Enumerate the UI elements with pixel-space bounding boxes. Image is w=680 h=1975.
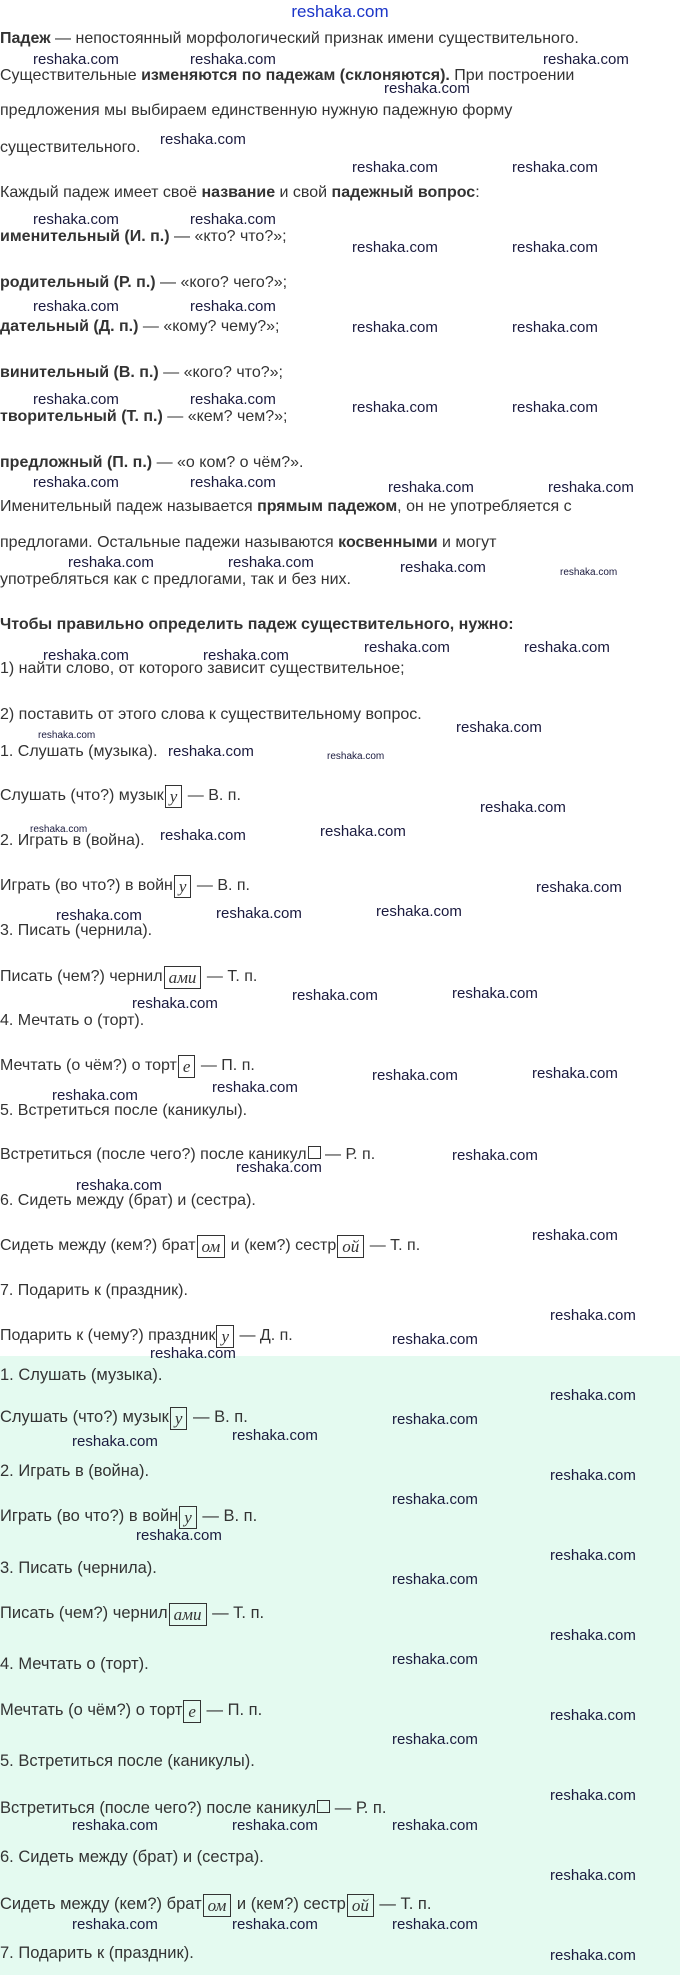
exercise-answer bbox=[0, 785, 241, 808]
watermark: reshaka.com bbox=[33, 391, 119, 408]
answer-case: — Р. п. bbox=[320, 1146, 376, 1163]
ending-box: ом bbox=[197, 1235, 226, 1258]
watermark: reshaka.com bbox=[550, 1467, 636, 1484]
answer-case: — В. п. bbox=[197, 1507, 258, 1525]
case-item bbox=[0, 453, 304, 473]
answer-case: — Т. п. bbox=[374, 1895, 432, 1913]
watermark: reshaka.com bbox=[33, 51, 119, 68]
ending-box: ой bbox=[347, 1894, 374, 1917]
watermark: reshaka.com bbox=[72, 1916, 158, 1933]
watermark: reshaka.com bbox=[532, 1227, 618, 1244]
exercise-task: 6. Сидеть между (брат) и (сестра). bbox=[0, 1848, 264, 1866]
watermark: reshaka.com bbox=[536, 879, 622, 896]
exercise-task: 4. Мечтать о (торт). bbox=[0, 1655, 149, 1673]
case-question: — «кто? что?»; bbox=[169, 228, 287, 245]
watermark: reshaka.com bbox=[38, 730, 96, 741]
answer-text: Мечтать (о чём?) о торт bbox=[0, 1701, 183, 1719]
watermark: reshaka.com bbox=[160, 827, 246, 844]
direct-emphasis: косвенными bbox=[338, 534, 438, 551]
answer-text: Встретиться (после чего?) после каникул bbox=[0, 1146, 307, 1163]
exercise-answer bbox=[0, 1055, 255, 1078]
watermark: reshaka.com bbox=[392, 1571, 478, 1588]
exercise-answer bbox=[0, 875, 250, 898]
exercise-answer bbox=[0, 966, 257, 989]
exercise-task: 3. Писать (чернила). bbox=[0, 1559, 157, 1577]
watermark: reshaka.com bbox=[480, 799, 566, 816]
direct-text: Именительный падеж называется bbox=[0, 498, 258, 515]
site-logo[interactable]: reshaka.com bbox=[291, 2, 389, 21]
answer-text: и (кем?) сестр bbox=[232, 1895, 346, 1913]
watermark: reshaka.com bbox=[160, 131, 246, 148]
answer-text: и (кем?) сестр bbox=[226, 1237, 337, 1254]
watermark: reshaka.com bbox=[320, 823, 406, 840]
case-item bbox=[0, 273, 287, 293]
watermark: reshaka.com bbox=[76, 1177, 162, 1194]
watermark: reshaka.com bbox=[72, 1817, 158, 1834]
case-question: — «кому? чему?»; bbox=[138, 318, 280, 335]
term-padezh: Падеж bbox=[0, 30, 51, 47]
answer-text: Играть (во что?) в войн bbox=[0, 877, 173, 894]
intro-emphasis: изменяются по падежам (склоняются). bbox=[141, 67, 450, 84]
watermark: reshaka.com bbox=[392, 1731, 478, 1748]
exercise-task: 2. Играть в (война). bbox=[0, 832, 145, 849]
empty-ending-box bbox=[317, 1800, 330, 1813]
answer-case: — Т. п. bbox=[207, 1604, 265, 1622]
watermark: reshaka.com bbox=[512, 399, 598, 416]
case-item bbox=[0, 363, 283, 383]
watermark: reshaka.com bbox=[550, 1307, 636, 1324]
exercise-task: 7. Подарить к (праздник). bbox=[0, 1944, 194, 1962]
watermark: reshaka.com bbox=[532, 1065, 618, 1082]
direct-line-2 bbox=[0, 533, 496, 553]
watermark: reshaka.com bbox=[550, 1947, 636, 1964]
exercise-task: 5. Встретиться после (каникулы). bbox=[0, 1752, 255, 1770]
case-name: творительный (Т. п.) bbox=[0, 408, 163, 425]
watermark: reshaka.com bbox=[512, 239, 598, 256]
exercise-answer bbox=[0, 1798, 386, 1818]
watermark: reshaka.com bbox=[43, 647, 129, 664]
intro-line-2 bbox=[0, 66, 574, 86]
exercise-answer bbox=[0, 1700, 262, 1723]
intro-text: Существительные bbox=[0, 67, 142, 84]
watermark: reshaka.com bbox=[203, 647, 289, 664]
case-item bbox=[0, 407, 288, 427]
watermark: reshaka.com bbox=[452, 1147, 538, 1164]
watermark: reshaka.com bbox=[392, 1331, 478, 1348]
answer-text: Встретиться (после чего?) после каникул bbox=[0, 1799, 317, 1817]
watermark: reshaka.com bbox=[550, 1547, 636, 1564]
intro-emphasis: падежный вопрос bbox=[331, 184, 476, 201]
ending-box: е bbox=[178, 1055, 196, 1078]
answer-case: — П. п. bbox=[196, 1057, 255, 1074]
watermark: reshaka.com bbox=[456, 719, 542, 736]
watermark: reshaka.com bbox=[392, 1817, 478, 1834]
watermark: reshaka.com bbox=[550, 1867, 636, 1884]
case-question: — «кого? чего?»; bbox=[155, 274, 288, 291]
definition-text: — непостоянный морфологический признак имени существительного. bbox=[50, 30, 579, 47]
watermark: reshaka.com bbox=[33, 474, 119, 491]
watermark: reshaka.com bbox=[372, 1067, 458, 1084]
watermark: reshaka.com bbox=[228, 554, 314, 571]
ending-box: е bbox=[183, 1700, 201, 1723]
ending-box: у bbox=[216, 1325, 234, 1348]
answer-text: Мечтать (о чём?) о торт bbox=[0, 1057, 177, 1074]
watermark: reshaka.com bbox=[72, 1433, 158, 1450]
watermark: reshaka.com bbox=[376, 903, 462, 920]
answer-case: — П. п. bbox=[201, 1701, 263, 1719]
exercise-answer bbox=[0, 1894, 431, 1917]
case-question: — «кого? что?»; bbox=[158, 364, 283, 381]
answer-case: — В. п. bbox=[183, 787, 241, 804]
watermark: reshaka.com bbox=[364, 639, 450, 656]
exercise-task: 2. Играть в (война). bbox=[0, 1462, 150, 1480]
intro-text: и свой bbox=[275, 184, 332, 201]
exercise-task: 6. Сидеть между (брат) и (сестра). bbox=[0, 1192, 256, 1209]
ending-box: ами bbox=[164, 966, 202, 989]
rule-title: Чтобы правильно определить падеж существительного, нужно: bbox=[0, 616, 514, 633]
watermark: reshaka.com bbox=[136, 1527, 222, 1544]
watermark: reshaka.com bbox=[190, 211, 276, 228]
direct-line-3: употребляться как с предлогами, так и без них. bbox=[0, 571, 351, 588]
exercise-answer bbox=[0, 1506, 257, 1529]
case-item bbox=[0, 317, 280, 337]
answer-text: Подарить к (чему?) праздник bbox=[0, 1327, 216, 1344]
empty-ending-box bbox=[308, 1146, 321, 1159]
answer-text: Сидеть между (кем?) брат bbox=[0, 1895, 202, 1913]
direct-text: , он не употребляется с bbox=[397, 498, 572, 515]
exercise-answer bbox=[0, 1603, 264, 1626]
intro-text: При построении bbox=[449, 67, 575, 84]
watermark: reshaka.com bbox=[550, 1787, 636, 1804]
case-name: именительный (И. п.) bbox=[0, 228, 170, 245]
watermark: reshaka.com bbox=[400, 559, 486, 576]
direct-emphasis: прямым падежом bbox=[257, 498, 398, 515]
watermark: reshaka.com bbox=[512, 319, 598, 336]
ending-box: у bbox=[174, 875, 192, 898]
watermark: reshaka.com bbox=[30, 824, 88, 835]
watermark: reshaka.com bbox=[550, 1627, 636, 1644]
rule-step: 1) найти слово, от которого зависит существительное; bbox=[0, 660, 405, 677]
watermark: reshaka.com bbox=[512, 159, 598, 176]
direct-text: предлогами. Остальные падежи называются bbox=[0, 534, 339, 551]
case-name: винительный (В. п.) bbox=[0, 364, 159, 381]
answer-text: Писать (чем?) чернил bbox=[0, 968, 163, 985]
ending-box: ой bbox=[337, 1235, 364, 1258]
watermark: reshaka.com bbox=[548, 479, 634, 496]
watermark: reshaka.com bbox=[524, 639, 610, 656]
case-name: родительный (Р. п.) bbox=[0, 274, 156, 291]
watermark: reshaka.com bbox=[232, 1916, 318, 1933]
watermark: reshaka.com bbox=[190, 474, 276, 491]
intro-text: : bbox=[475, 184, 480, 201]
watermark: reshaka.com bbox=[550, 1387, 636, 1404]
watermark: reshaka.com bbox=[550, 1707, 636, 1724]
case-name: дательный (Д. п.) bbox=[0, 318, 139, 335]
answer-text: Слушать (что?) музык bbox=[0, 1408, 169, 1426]
exercise-task: 4. Мечтать о (торт). bbox=[0, 1012, 145, 1029]
watermark: reshaka.com bbox=[392, 1916, 478, 1933]
watermark: reshaka.com bbox=[132, 995, 218, 1012]
answer-case: — В. п. bbox=[192, 877, 250, 894]
watermark: reshaka.com bbox=[68, 554, 154, 571]
case-name: предложный (П. п.) bbox=[0, 454, 153, 471]
watermark: reshaka.com bbox=[392, 1491, 478, 1508]
rule-step: 2) поставить от этого слова к существительному вопрос. bbox=[0, 706, 422, 723]
exercise-task: 3. Писать (чернила). bbox=[0, 922, 153, 939]
answer-text: Сидеть между (кем?) брат bbox=[0, 1237, 196, 1254]
watermark: reshaka.com bbox=[352, 159, 438, 176]
answer-text: Слушать (что?) музык bbox=[0, 787, 164, 804]
watermark: reshaka.com bbox=[388, 479, 474, 496]
intro-line-3: предложения мы выбираем единственную нужную падежную форму bbox=[0, 102, 513, 119]
answer-case: — Т. п. bbox=[202, 968, 258, 985]
answer-case: — Д. п. bbox=[235, 1327, 293, 1344]
exercise-answer bbox=[0, 1235, 420, 1258]
watermark: reshaka.com bbox=[236, 1159, 322, 1176]
exercise-task: 1. Слушать (музыка). bbox=[0, 743, 158, 760]
intro-line-5 bbox=[0, 183, 480, 203]
watermark: reshaka.com bbox=[352, 399, 438, 416]
direct-text: и могут bbox=[437, 534, 497, 551]
ending-box: ом bbox=[203, 1894, 232, 1917]
watermark: reshaka.com bbox=[292, 987, 378, 1004]
watermark: reshaka.com bbox=[352, 239, 438, 256]
watermark: reshaka.com bbox=[216, 905, 302, 922]
watermark: reshaka.com bbox=[190, 391, 276, 408]
intro-line-1 bbox=[0, 29, 579, 49]
watermark: reshaka.com bbox=[52, 1087, 138, 1104]
answer-text: Писать (чем?) чернил bbox=[0, 1604, 168, 1622]
ending-box: у bbox=[179, 1506, 197, 1529]
watermark: reshaka.com bbox=[232, 1817, 318, 1834]
answer-case: — Р. п. bbox=[330, 1799, 387, 1817]
ending-box: у bbox=[170, 1407, 188, 1430]
case-item bbox=[0, 227, 287, 247]
ending-box: ами bbox=[169, 1603, 207, 1626]
watermark: reshaka.com bbox=[212, 1079, 298, 1096]
watermark: reshaka.com bbox=[56, 907, 142, 924]
exercise-answer bbox=[0, 1407, 248, 1430]
answer-case: — Т. п. bbox=[365, 1237, 421, 1254]
watermark: reshaka.com bbox=[33, 298, 119, 315]
intro-emphasis: название bbox=[201, 184, 276, 201]
watermark: reshaka.com bbox=[33, 211, 119, 228]
case-question: — «о ком? о чём?». bbox=[152, 454, 304, 471]
watermark: reshaka.com bbox=[190, 51, 276, 68]
watermark: reshaka.com bbox=[392, 1651, 478, 1668]
watermark: reshaka.com bbox=[392, 1411, 478, 1428]
case-question: — «кем? чем?»; bbox=[162, 408, 288, 425]
exercise-answer bbox=[0, 1325, 293, 1348]
watermark: reshaka.com bbox=[452, 985, 538, 1002]
watermark: reshaka.com bbox=[384, 80, 470, 97]
watermark: reshaka.com bbox=[168, 743, 254, 760]
answer-text: Играть (во что?) в войн bbox=[0, 1507, 179, 1525]
watermark: reshaka.com bbox=[327, 751, 385, 762]
watermark: reshaka.com bbox=[190, 298, 276, 315]
answer-case: — В. п. bbox=[188, 1408, 248, 1426]
watermark: reshaka.com bbox=[232, 1427, 318, 1444]
watermark: reshaka.com bbox=[560, 567, 618, 578]
watermark: reshaka.com bbox=[543, 51, 629, 68]
intro-text: Каждый падеж имеет своё bbox=[0, 184, 202, 201]
exercise-task: 5. Встретиться после (каникулы). bbox=[0, 1102, 248, 1119]
exercise-task: 7. Подарить к (праздник). bbox=[0, 1282, 188, 1299]
watermark: reshaka.com bbox=[352, 319, 438, 336]
intro-line-4: существительного. bbox=[0, 139, 141, 156]
exercise-task: 1. Слушать (музыка). bbox=[0, 1366, 163, 1384]
watermark: reshaka.com bbox=[150, 1345, 236, 1362]
direct-line-1 bbox=[0, 497, 572, 517]
ending-box: у bbox=[165, 785, 183, 808]
